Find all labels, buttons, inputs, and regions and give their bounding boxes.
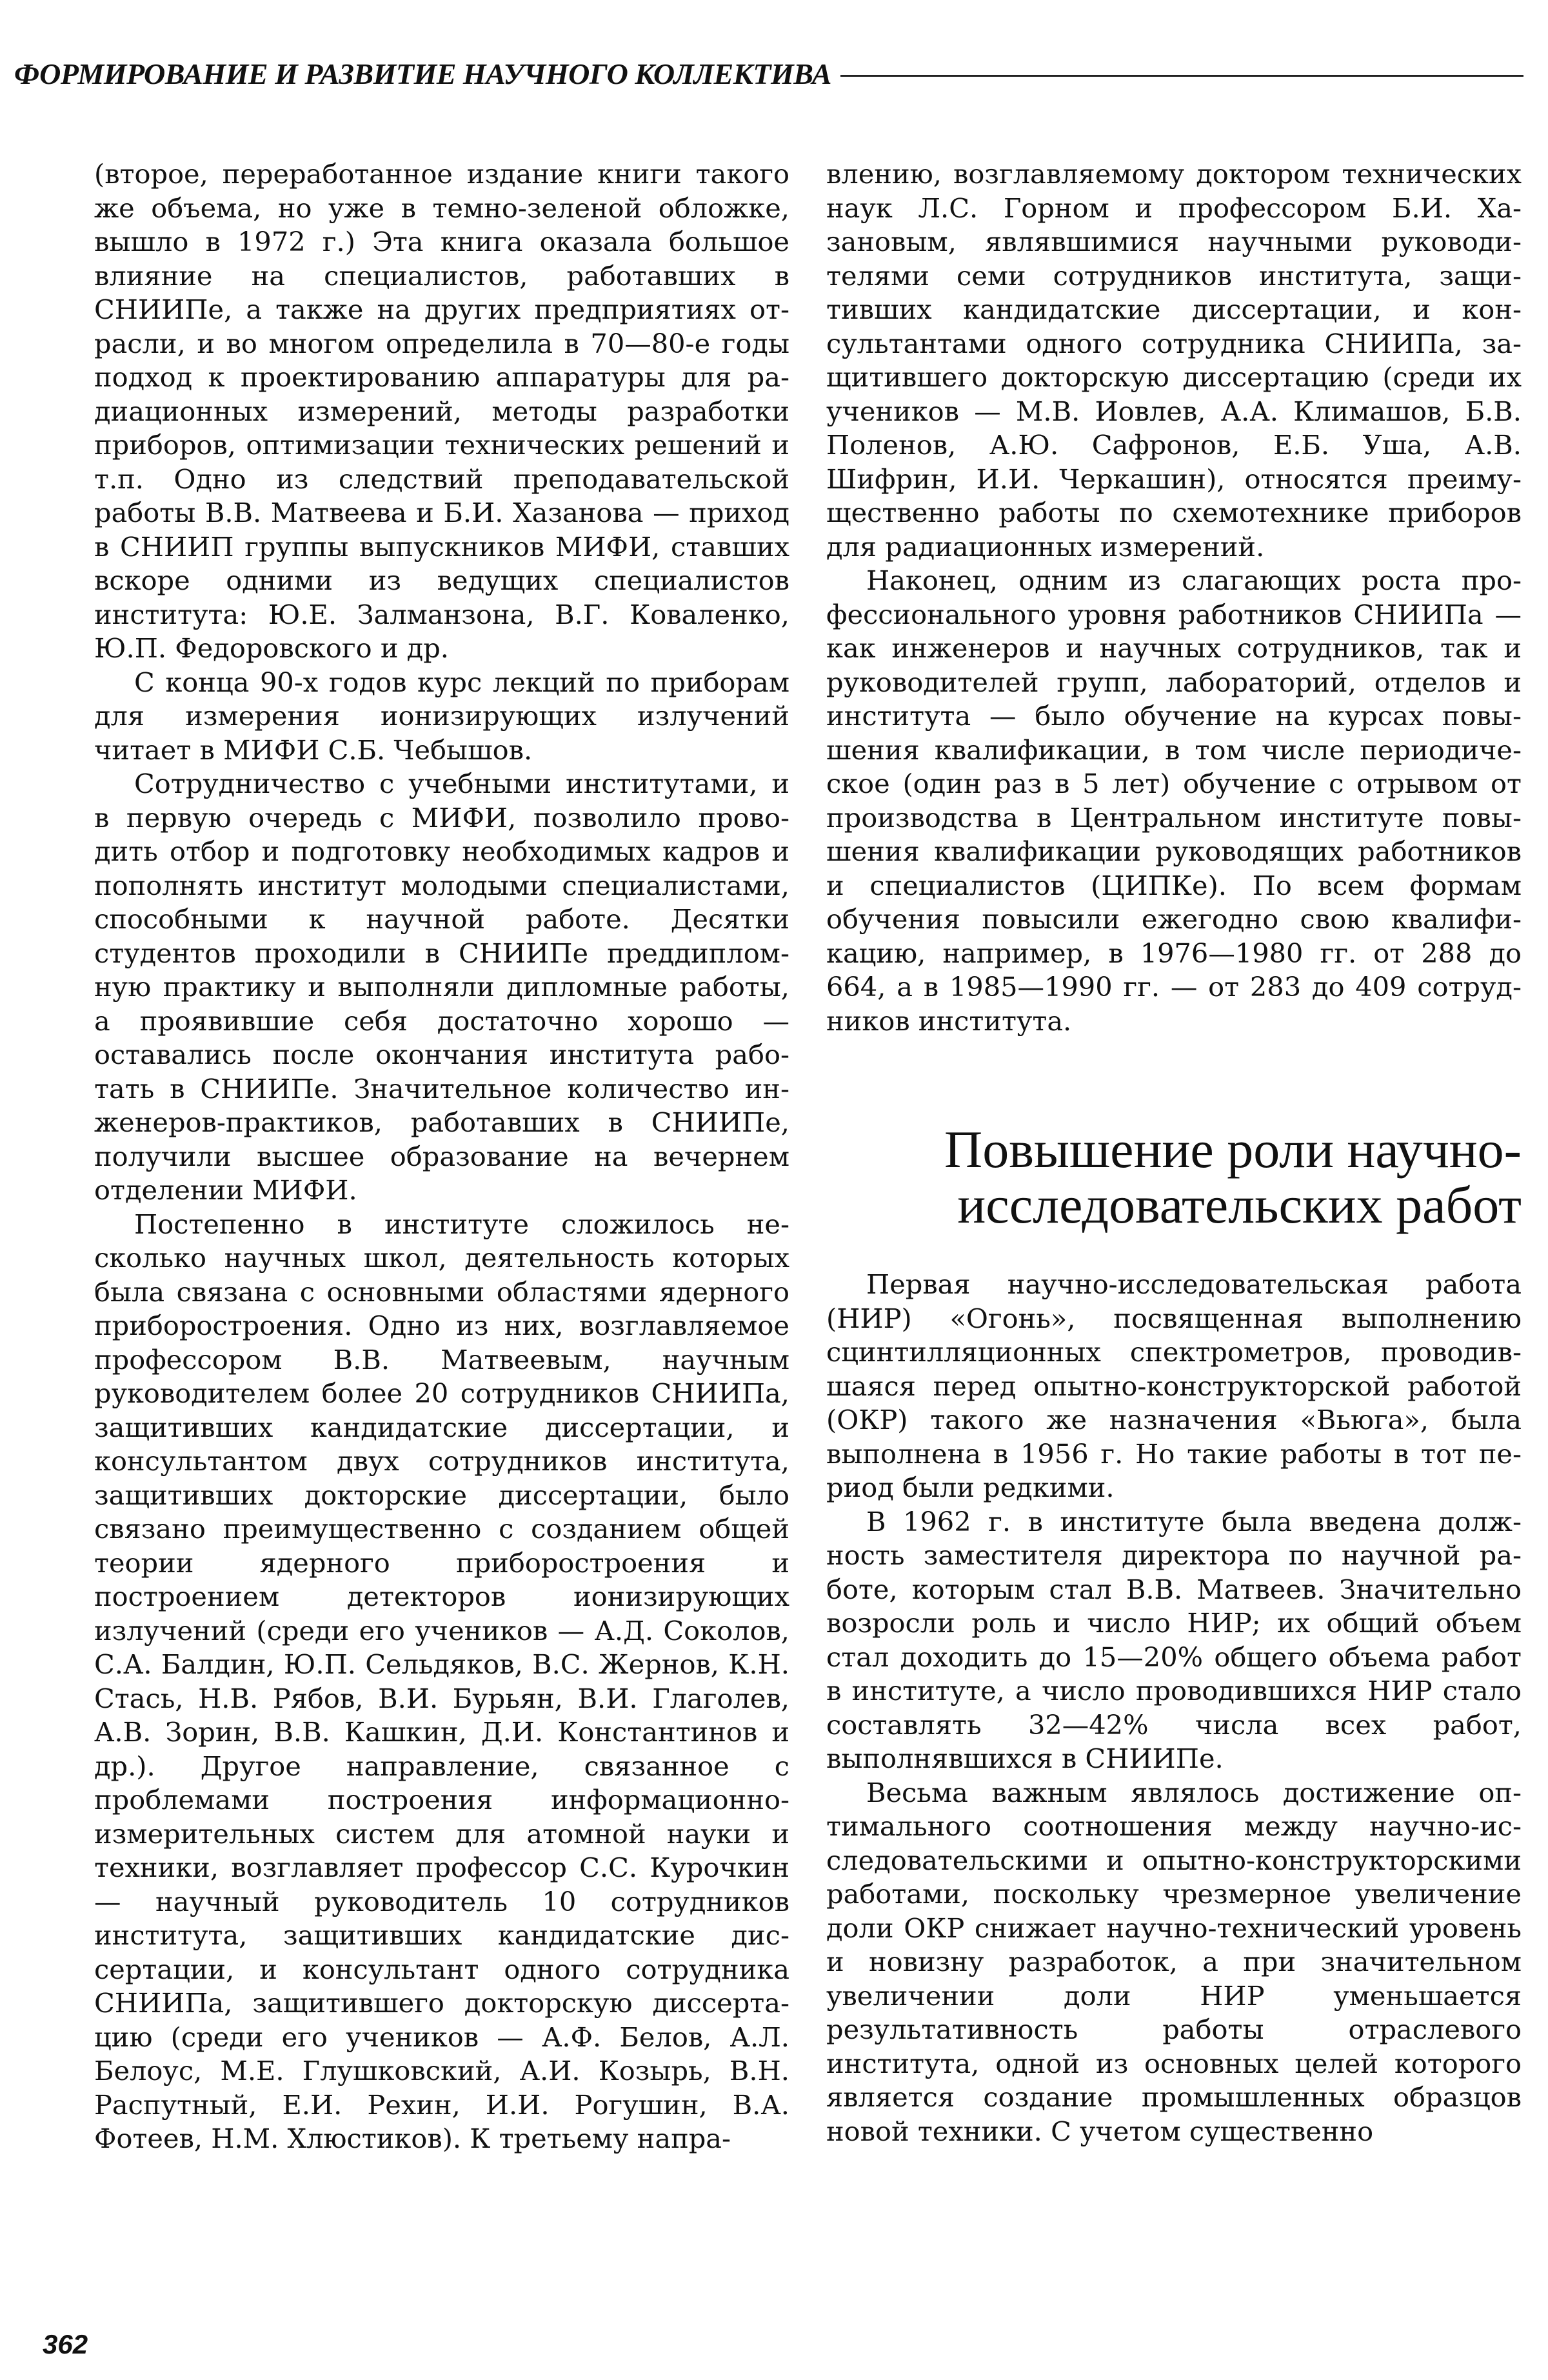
running-header [14, 54, 1523, 93]
paragraph: С конца 90-х годов курс лекций по приборам для измерения ионизирующих излучений читает в МИФИ С.Б. Чебышов. [94, 666, 789, 766]
running-header-title: ФОРМИРОВАНИЕ И РАЗВИТИЕ НАУЧНОГО КОЛЛЕКТИВА [14, 57, 831, 90]
section-heading: Повышение роли научно-исследовательских работ [944, 1120, 1522, 1234]
paragraph: Наконец, одним из слагающих роста профессионального уровня работников СНИИПа — как инженеров и научных сотрудников, так и руководителей групп, лабораторий, отделов и института — было обучение на курсах повышения квалификации, в том числе периодическое (один раз в 5 лет) обучение с отрывом от производства в Центральном институте повышения квалификации руководящих работников и специалистов (ЦИПКе). По всем формам обучения повысили ежегодно свою квалификацию, например, в 1976—1980 гг. от 288 до 664, а в 1985—1990 гг. — от 283 до 409 сотрудников института. [826, 565, 1522, 1037]
header-rule [840, 75, 1523, 77]
left-column [94, 157, 789, 2156]
paragraph: Первая научно-исследовательская работа (НИР) «Огонь», посвященная выполнению сцинтилляционных спектрометров, проводившаяся перед опытно-конструкторской работой (ОКР) такого же назначения «Вьюга», была выполнена в 1956 г. Но такие работы в тот период были редкими. [826, 1268, 1522, 1503]
paragraph: Сотрудничество с учебными институтами, и в первую очередь с МИФИ, позволило проводить отбор и подготовку необходимых кадров и пополнять институт молодыми специалистами, способными к научной работе. Десятки студентов проходили в СНИИПе преддипломную практику и выполняли дипломные работы, а проявившие себя достаточно хорошо — оставались после окончания института работать в СНИИПе. Значительное количество инженеров-практиков, работавших в СНИИПе, получили высшее образование на вечернем отделении МИФИ. [94, 768, 789, 1206]
right-column [826, 157, 1522, 2148]
paragraph: влению, возглавляемому доктором технических наук Л.С. Горном и профессором Б.И. Хазановым, являвшимися научными руководителями семи сотрудников института, защитивших кандидатские диссертации, и консультантами одного сотрудника СНИИПа, защитившего докторскую диссертацию (среди их учеников — М.В. Иовлев, А.А. Климашов, Б.В. Поленов, А.Ю. Сафронов, Е.Б. Уша, А.В. Шифрин, И.И. Черкашин), относятся преимущественно работы по схемотехнике приборов для радиационных измерений. [826, 158, 1522, 563]
paragraph: В 1962 г. в институте была введена должность заместителя директора по научной работе, которым стал В.В. Матвеев. Значительно возросли роль и число НИР; их общий объем стал доходить до 15—20% общего объема работ в институте, а число проводившихся НИР стало составлять 32—42% числа всех работ, выполнявшихся в СНИИПе. [826, 1505, 1522, 1774]
page-number: 362 [43, 2329, 88, 2359]
paragraph: Весьма важным являлось достижение оптимального соотношения между научно-исследовательскими и опытно-конструкторскими работами, поскольку чрезмерное увеличение доли ОКР снижает научно-технический уровень и новизну разработок, а при значительном увеличении доли НИР уменьшается результативность работы отраслевого института, одной из основных целей которого является создание промышленных образцов новой техники. С учетом существенно [826, 1776, 1522, 2147]
paragraph: Постепенно в институте сложилось несколько научных школ, деятельность которых была связана с основными областями ядерного приборостроения. Одно из них, возглавляемое профессором В.В. Матвеевым, научным руководителем более 20 сотрудников СНИИПа, защитивших кандидатские диссертации, и консультантом двух сотрудников института, защитивших докторские диссертации, было связано преимущественно с созданием общей теории ядерного приборостроения и построением детекторов ионизирующих излучений (среди его учеников — А.Д. Соколов, С.А. Балдин, Ю.П. Сельдяков, В.С. Жернов, К.Н. Стась, Н.В. Рябов, В.И. Бурьян, В.И. Глаголев, А.В. Зорин, В.В. Кашкин, Д.И. Константинов и др.). Другое направление, связанное с проблемами построения информационно-измерительных систем для атомной науки и техники, возглавляет профессор С.С. Курочкин — научный руководитель 10 сотрудников института, защитивших кандидатские диссертации, и консультант одного сотрудника СНИИПа, защитившего докторскую диссертацию (среди его учеников — А.Ф. Белов, А.Л. Белоус, М.Е. Глушковский, А.И. Козырь, В.Н. Распутный, Е.И. Рехин, И.И. Рогушин, В.А. Фотеев, Н.М. Хлюстиков). К третьему напра- [94, 1208, 789, 2154]
paragraph: (второе, переработанное издание книги такого же объема, но уже в темно-зеленой обложке, вышло в 1972 г.) Эта книга оказала большое влияние на специалистов, работавших в СНИИПе, а также на других предприятиях отрасли, и во многом определила в 70—80-е годы подход к проектированию аппаратуры для радиационных измерений, методы разработки приборов, оптимизации технических решений и т.п. Одно из следствий преподавательской работы В.В. Матвеева и Б.И. Хазанова — приход в СНИИП группы выпускников МИФИ, ставших вскоре одними из ведущих специалистов института: Ю.Е. Залманзона, В.Г. Коваленко, Ю.П. Федоровского и др. [94, 158, 789, 664]
